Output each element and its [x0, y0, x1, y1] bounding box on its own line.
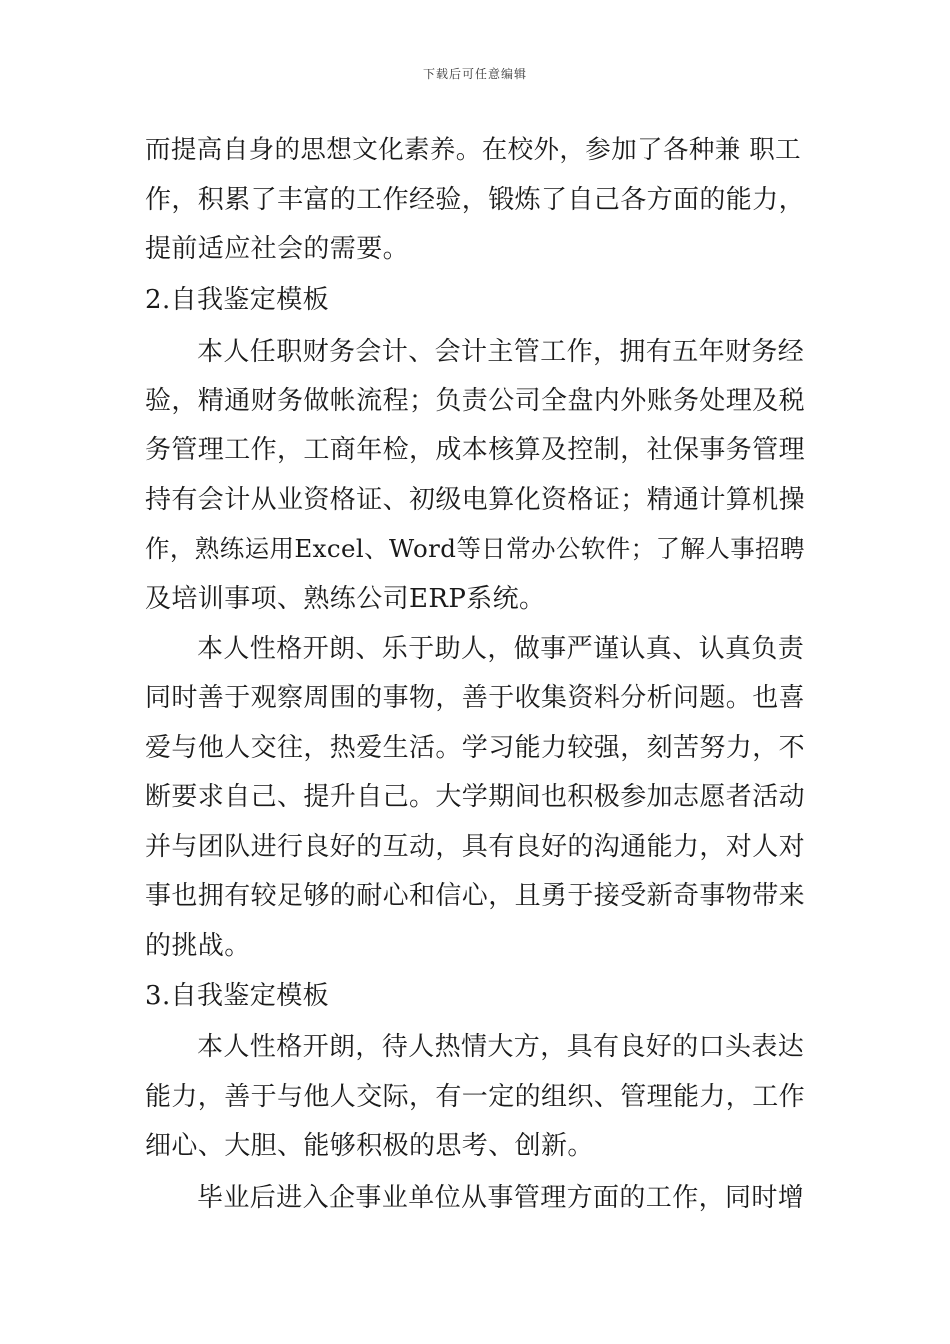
text-line: 本人性格开朗、乐于助人，做事严谨认真、认真负责 [197, 634, 805, 664]
text-line: 能力，善于与他人交际，有一定的组织、管理能力，工作 [145, 1082, 806, 1112]
text-line: 作，熟练运用Excel、Word等日常办公软件；了解人事招聘 [145, 534, 805, 563]
page-header: 下载后可任意编辑 [422, 67, 527, 81]
text-line: 并与团队进行良好的互动，具有良好的沟通能力，对人对 [145, 832, 806, 862]
text-line: 爱与他人交往，热爱生活。学习能力较强，刻苦努力，不 [145, 733, 806, 763]
text-line: 事也拥有较足够的耐心和信心，且勇于接受新奇事物带来 [145, 881, 806, 911]
text-line: 而提高自身的思想文化素养。在校外，参加了各种兼 职工 [145, 135, 802, 165]
text-line: 验，精通财务做帐流程；负责公司全盘内外账务处理及税 [145, 386, 806, 416]
section-heading: 2.自我鉴定模板 [145, 285, 330, 315]
text-line: 的挑战。 [145, 931, 251, 961]
text-line: 同时善于观察周围的事物，善于收集资料分析问题。也喜 [145, 683, 806, 713]
section-heading: 3.自我鉴定模板 [145, 981, 330, 1011]
text-line: 毕业后进入企事业单位从事管理方面的工作，同时增 [197, 1183, 805, 1213]
text-line: 作，积累了丰富的工作经验，锻炼了自己各方面的能力， [145, 185, 806, 215]
text-line: 断要求自己、提升自己。大学期间也积极参加志愿者活动 [145, 782, 806, 812]
text-line: 细心、大胆、能够积极的思考、创新。 [145, 1131, 594, 1161]
text-line: 持有会计从业资格证、初级电算化资格证；精通计算机操 [145, 485, 806, 515]
text-line: 本人任职财务会计、会计主管工作，拥有五年财务经 [197, 337, 805, 367]
text-line: 本人性格开朗，待人热情大方，具有良好的口头表达 [197, 1032, 805, 1062]
text-line: 及培训事项、熟练公司ERP系统。 [145, 584, 546, 614]
text-line: 提前适应社会的需要。 [145, 234, 410, 264]
text-line: 务管理工作，工商年检，成本核算及控制，社保事务管理 [145, 435, 806, 465]
